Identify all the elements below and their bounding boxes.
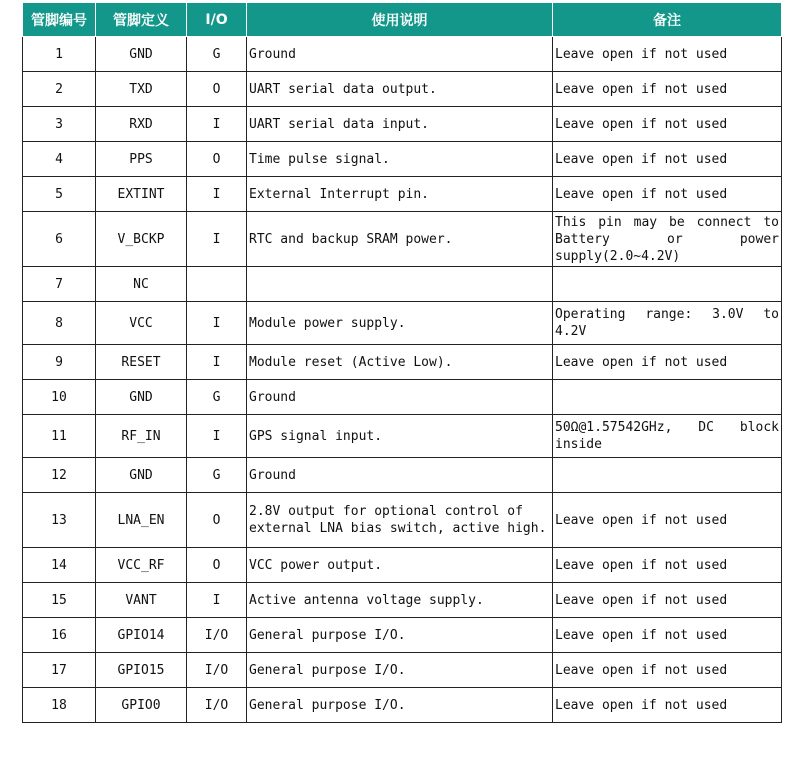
pin-name-cell: VCC_RF [96, 548, 187, 583]
pin-number-cell: 18 [23, 688, 96, 723]
pin-number-cell: 4 [23, 142, 96, 177]
remark-cell: Leave open if not used [553, 653, 782, 688]
io-type-cell: I [187, 107, 247, 142]
description-cell: UART serial data output. [247, 72, 553, 107]
pin-definition-table [22, 2, 787, 723]
io-type-cell: O [187, 142, 247, 177]
remark-cell: Leave open if not used [553, 345, 782, 380]
description-cell: RTC and backup SRAM power. [247, 212, 553, 267]
io-type-cell: I/O [187, 653, 247, 688]
io-type-cell: I [187, 177, 247, 212]
remark-cell: Leave open if not used [553, 548, 782, 583]
table-row [23, 267, 782, 302]
remark-cell: Leave open if not used [553, 618, 782, 653]
pin-name-cell: GPIO15 [96, 653, 187, 688]
io-type-cell: O [187, 548, 247, 583]
remark-cell: Leave open if not used [553, 142, 782, 177]
description-cell: Active antenna voltage supply. [247, 583, 553, 618]
io-type-cell: I [187, 302, 247, 345]
pin-name-cell: RF_IN [96, 415, 187, 458]
description-cell: VCC power output. [247, 548, 553, 583]
pin-number-cell: 5 [23, 177, 96, 212]
header-remarks: 备注 [553, 3, 782, 37]
pin-number-cell: 1 [23, 37, 96, 72]
remark-cell: Leave open if not used [553, 72, 782, 107]
remark-cell: 50Ω@1.57542GHz, DC block inside [553, 415, 782, 458]
pin-number-cell: 10 [23, 380, 96, 415]
pin-number-cell: 12 [23, 458, 96, 493]
pin-name-cell: EXTINT [96, 177, 187, 212]
pin-name-cell: VANT [96, 583, 187, 618]
io-type-cell: I [187, 345, 247, 380]
pin-name-cell: NC [96, 267, 187, 302]
header-pin-definition: 管脚定义 [96, 3, 187, 37]
pin-number-cell: 7 [23, 267, 96, 302]
table-row [23, 653, 782, 688]
remark-cell [553, 380, 782, 415]
remark-cell: Leave open if not used [553, 583, 782, 618]
table-row [23, 142, 782, 177]
pin-name-cell: GND [96, 37, 187, 72]
io-type-cell: I [187, 212, 247, 267]
table-row [23, 688, 782, 723]
header-io: I/O [187, 3, 247, 37]
table-row [23, 548, 782, 583]
table-row [23, 618, 782, 653]
remark-cell: Leave open if not used [553, 177, 782, 212]
table-row [23, 212, 782, 267]
pin-number-cell: 13 [23, 493, 96, 548]
io-type-cell [187, 267, 247, 302]
pin-number-cell: 14 [23, 548, 96, 583]
pin-number-cell: 16 [23, 618, 96, 653]
table-row [23, 380, 782, 415]
table-row [23, 177, 782, 212]
pin-name-cell: PPS [96, 142, 187, 177]
description-cell: General purpose I/O. [247, 653, 553, 688]
pin-name-cell: LNA_EN [96, 493, 187, 548]
table-row [23, 107, 782, 142]
description-cell: Time pulse signal. [247, 142, 553, 177]
pin-name-cell: RXD [96, 107, 187, 142]
pin-number-cell: 2 [23, 72, 96, 107]
description-cell: GPS signal input. [247, 415, 553, 458]
description-cell: External Interrupt pin. [247, 177, 553, 212]
description-cell: Ground [247, 37, 553, 72]
remark-cell [553, 267, 782, 302]
table-row [23, 72, 782, 107]
table-row [23, 493, 782, 548]
pin-number-cell: 11 [23, 415, 96, 458]
remark-cell: Leave open if not used [553, 688, 782, 723]
pin-name-cell: RESET [96, 345, 187, 380]
pin-name-cell: V_BCKP [96, 212, 187, 267]
pin-name-cell: TXD [96, 72, 187, 107]
description-cell: General purpose I/O. [247, 688, 553, 723]
pin-number-cell: 8 [23, 302, 96, 345]
description-cell: General purpose I/O. [247, 618, 553, 653]
io-type-cell: I [187, 583, 247, 618]
description-cell: 2.8V output for optional control of external LNA bias switch, active high. [247, 493, 553, 548]
pin-number-cell: 15 [23, 583, 96, 618]
table-row [23, 345, 782, 380]
io-type-cell: I/O [187, 618, 247, 653]
pin-name-cell: GND [96, 380, 187, 415]
table-row [23, 37, 782, 72]
pin-number-cell: 6 [23, 212, 96, 267]
table-row [23, 458, 782, 493]
pin-name-cell: GND [96, 458, 187, 493]
description-cell: UART serial data input. [247, 107, 553, 142]
io-type-cell: O [187, 493, 247, 548]
remark-cell: Operating range: 3.0V to 4.2V [553, 302, 782, 345]
table-row [23, 583, 782, 618]
header-row [23, 3, 782, 37]
pin-name-cell: GPIO14 [96, 618, 187, 653]
pin-number-cell: 9 [23, 345, 96, 380]
pin-number-cell: 17 [23, 653, 96, 688]
remark-cell: This pin may be connect to Battery or power supply(2.0~4.2V) [553, 212, 782, 267]
remark-cell [553, 458, 782, 493]
header-pin-number: 管脚编号 [23, 3, 96, 37]
description-cell: Ground [247, 458, 553, 493]
description-cell: Module power supply. [247, 302, 553, 345]
remark-cell: Leave open if not used [553, 37, 782, 72]
io-type-cell: I [187, 415, 247, 458]
remark-cell: Leave open if not used [553, 493, 782, 548]
io-type-cell: I/O [187, 688, 247, 723]
remark-cell: Leave open if not used [553, 107, 782, 142]
pin-name-cell: GPIO0 [96, 688, 187, 723]
io-type-cell: O [187, 72, 247, 107]
description-cell: Module reset (Active Low). [247, 345, 553, 380]
io-type-cell: G [187, 458, 247, 493]
pin-name-cell: VCC [96, 302, 187, 345]
description-cell: Ground [247, 380, 553, 415]
io-type-cell: G [187, 37, 247, 72]
header-usage-description: 使用说明 [247, 3, 553, 37]
table-row [23, 302, 782, 345]
pin-number-cell: 3 [23, 107, 96, 142]
table-row [23, 415, 782, 458]
io-type-cell: G [187, 380, 247, 415]
description-cell [247, 267, 553, 302]
